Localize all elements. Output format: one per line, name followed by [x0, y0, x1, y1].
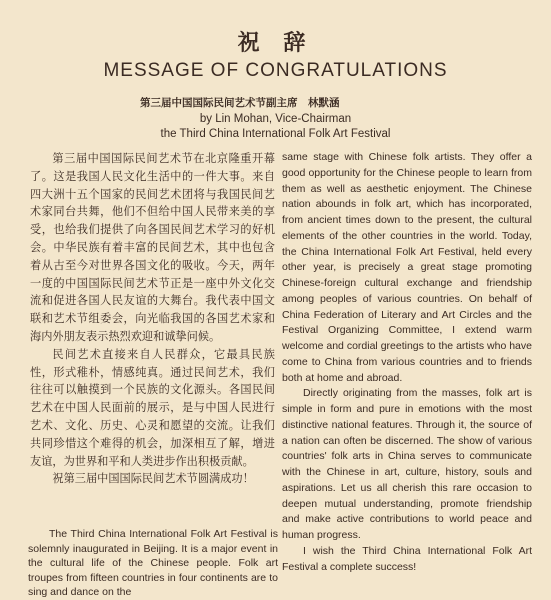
chinese-text-column — [30, 150, 275, 488]
title-chinese: 祝 辞 — [237, 30, 314, 56]
byline-english — [0, 112, 551, 142]
english-paragraph-2: Directly originating from the masses, folk art is simple in form and pure in emotions with the most distinctive national features. Through it, the source of a nation can often be discerned. The show of various countries' folk arts in China serves to communicate with the Chinese in art, culture, history, souls and aspirations. Let us all cherish this rare occasion to deepen mutual understanding, promote friendship and make active contributions to world peace and human progress. — [282, 387, 532, 541]
english-paragraph-1-continued: same stage with Chinese folk artists. They offer a good opportunity for the Chinese people to learn from them as well as aesthetic enjoyment. The Chinese nation abounds in folk art, which has incorporated, from ancient times down to the present, the cultural elements of the other countries in the world. Today, the China International Folk Art Festival, held every other year, is precisely a great stage promoting Chinese-foreign cultural exchange and friendship among peoples of various countries. On behalf of China Federation of Literary and Art Circles and the Festival Organizing Committee, I extend warm welcome and cordial greetings to the artists who have come to China from various countries and to friends both at home and abroad. — [282, 151, 532, 384]
chinese-paragraph-2: 民间艺术直接来自人民群众，它最具民族性，形式稚朴，情感纯真。通过民间艺术，我们往往可以触摸到一个民族的文化源头。各国民间艺术在中国人民面前的展示，是与中国人民进行艺术、文化、历史、心灵和愿望的交流。让我们共同珍惜这个难得的机会，加深相互了解，增进友谊，为世界和平和人类进步作出积极贡献。 — [30, 347, 275, 468]
english-text-right-column — [282, 150, 532, 575]
byline-english-line-2: the Third China International Folk Art Festival — [160, 128, 391, 140]
byline-chinese: 第三届中国国际民间艺术节副主席 林默涵 — [140, 97, 340, 109]
english-paragraph-1: The Third China International Folk Art Festival is solemnly inaugurated in Beijing. It is a major event in the cultural life of the Chinese people. Folk art troupes from fifteen countries in four continents are to sing and dance on the — [28, 528, 278, 599]
english-paragraph-3: I wish the Third China International Folk Art Festival a complete success! — [282, 544, 532, 573]
byline-english-line-1: by Lin Mohan, Vice-Chairman — [199, 113, 352, 125]
chinese-paragraph-3: 祝第三届中国国际民间艺术节圆满成功！ — [52, 472, 254, 486]
title-english: MESSAGE OF CONGRATULATIONS — [103, 60, 448, 81]
english-text-left-column — [28, 527, 278, 600]
chinese-paragraph-1: 第三届中国国际民间艺术节在北京隆重开幕了。这是我国人民文化生活中的一件大事。来自四大洲十五个国家的民间艺术团将与我国民间艺术家同台共舞，他们不但给中国人民带来美的享受，也给我们提供了向各国民间艺术学习的好机会。中华民族有着丰富的民间艺术，其中也包含着从古至今对世界各国文化的吸收。今天，两年一度的中国国际民间艺术节正是一座中外文化交流和促进各国人民友谊的大舞台。我代表中国文联和艺术节组委会，向光临我国的各国艺术家和海内外朋友表示热烈欢迎和诚挚问候。 — [30, 152, 275, 343]
